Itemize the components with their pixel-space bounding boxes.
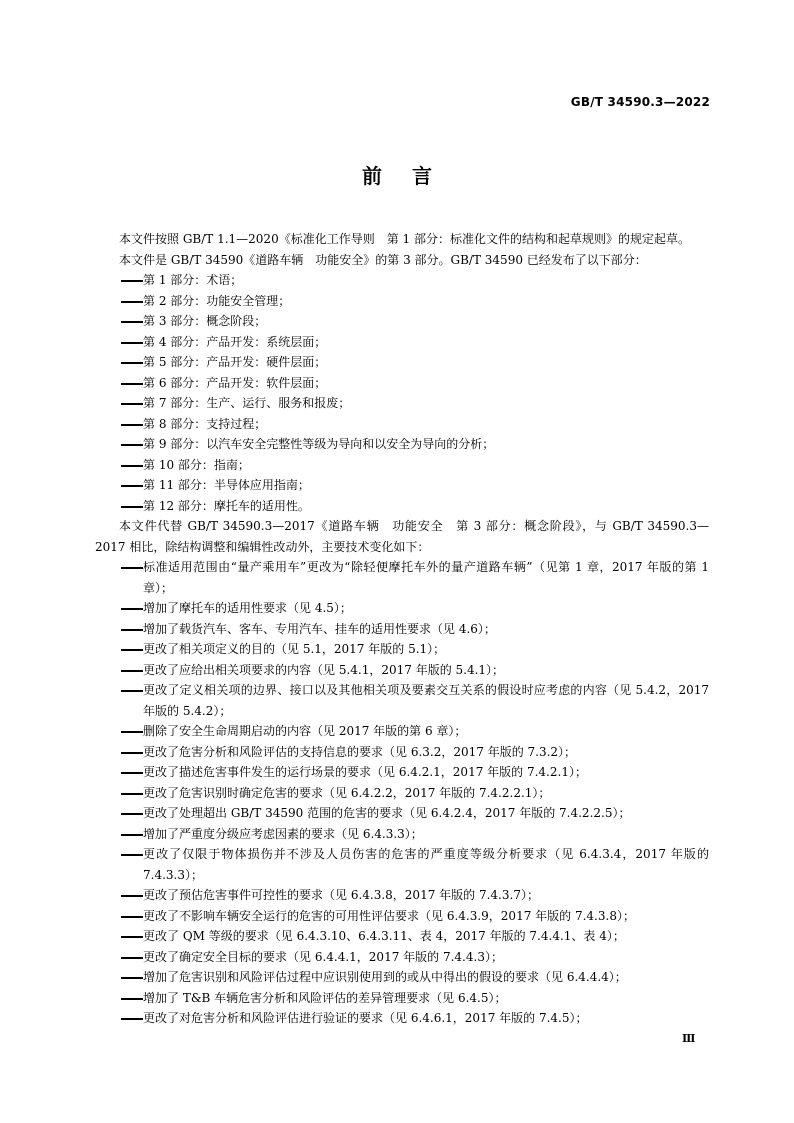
- list-item: 更改了仅限于物体损伤并不涉及人员伤害的危害的严重度等级分析要求（见 6.4.3.4，2017 年版的 7.4.3.3）；: [95, 844, 709, 885]
- dash-bullet: [121, 649, 143, 651]
- dash-bullet: [121, 834, 143, 836]
- list-item: 更改了确定安全目标的要求（见 6.4.4.1，2017 年版的 7.4.4.3）；: [95, 947, 709, 968]
- list-item: 第 8 部分：支持过程；: [95, 414, 709, 435]
- dash-bullet: [121, 690, 143, 692]
- dash-bullet: [121, 424, 143, 426]
- paragraph-series-intro: 本文件是 GB/T 34590《道路车辆 功能安全》的第 3 部分。GB/T 34590 已经发布了以下部分：: [119, 252, 647, 267]
- list-item: 更改了相关项定义的目的（见 5.1，2017 年版的 5.1）；: [95, 639, 709, 660]
- list-item: 第 1 部分：术语；: [95, 270, 709, 291]
- list-item: 增加了危害识别和风险评估过程中应识别使用到的或从中得出的假设的要求（见 6.4.4.4）；: [95, 967, 709, 988]
- dash-bullet: [121, 321, 143, 323]
- dash-bullet: [121, 998, 143, 1000]
- dash-bullet: [121, 444, 143, 446]
- dash-bullet: [121, 793, 143, 795]
- list-item: 增加了摩托车的适用性要求（见 4.5）；: [95, 598, 709, 619]
- dash-bullet: [121, 772, 143, 774]
- paragraph-replacement: 本文件代替 GB/T 34590.3—2017《道路车辆 功能安全 第 3 部分：概念阶段》，与 GB/T 34590.3—2017 相比，除结构调整和编辑性改动外，主要技术变化如下：: [95, 519, 709, 554]
- dash-bullet: [121, 916, 143, 918]
- list-item: 第 9 部分：以汽车安全完整性等级为导向和以安全为导向的分析；: [95, 434, 709, 455]
- list-item: 第 4 部分：产品开发：系统层面；: [95, 332, 709, 353]
- list-item: 更改了危害识别时确定危害的要求（见 6.4.2.2，2017 年版的 7.4.2.2.1）；: [95, 783, 709, 804]
- list-item: 更改了定义相关项的边界、接口以及其他相关项及要素交互关系的假设时应考虑的内容（见 5.4.2，2017 年版的 5.4.2）；: [95, 680, 709, 721]
- list-item: 更改了 QM 等级的要求（见 6.4.3.10、6.4.3.11、表 4，2017 年版的 7.4.4.1、表 4）；: [95, 926, 709, 947]
- dash-bullet: [121, 506, 143, 508]
- dash-bullet: [121, 403, 143, 405]
- list-item: 第 10 部分：指南；: [95, 455, 709, 476]
- list-item: 第 3 部分：概念阶段；: [95, 311, 709, 332]
- dash-bullet: [121, 936, 143, 938]
- list-item: 更改了应给出相关项要求的内容（见 5.4.1，2017 年版的 5.4.1）；: [95, 660, 709, 681]
- list-item: 第 7 部分：生产、运行、服务和报废；: [95, 393, 709, 414]
- dash-bullet: [121, 977, 143, 979]
- dash-bullet: [121, 731, 143, 733]
- paragraph-drafting-rules: 本文件按照 GB/T 1.1—2020《标准化工作导则 第 1 部分：标准化文件的结构和起草规则》的规定起草。: [119, 232, 690, 246]
- foreword-body: [95, 229, 709, 1029]
- dash-bullet: [121, 342, 143, 344]
- dash-bullet: [121, 280, 143, 282]
- list-item: 更改了对危害分析和风险评估进行验证的要求（见 6.4.6.1，2017 年版的 7.4.5）；: [95, 1008, 709, 1029]
- list-item: 增加了载货汽车、客车、专用汽车、挂车的适用性要求（见 4.6）；: [95, 619, 709, 640]
- dash-bullet: [121, 465, 143, 467]
- dash-bullet: [121, 608, 143, 610]
- dash-bullet: [121, 1018, 143, 1020]
- dash-bullet: [121, 895, 143, 897]
- dash-bullet: [121, 485, 143, 487]
- list-item: 更改了不影响车辆安全运行的危害的可用性评估要求（见 6.4.3.9，2017 年版的 7.4.3.8）；: [95, 906, 709, 927]
- list-item: 第 5 部分：产品开发：硬件层面；: [95, 352, 709, 373]
- dash-bullet: [121, 301, 143, 303]
- dash-bullet: [121, 813, 143, 815]
- page-title: 前言: [362, 164, 462, 188]
- parts-list: [95, 270, 709, 516]
- dash-bullet: [121, 383, 143, 385]
- list-item: 更改了处理超出 GB/T 34590 范围的危害的要求（见 6.4.2.4，2017 年版的 7.4.2.2.5）；: [95, 803, 709, 824]
- dash-bullet: [121, 752, 143, 754]
- list-item: 增加了严重度分级应考虑因素的要求（见 6.4.3.3）；: [95, 824, 709, 845]
- changes-list: [95, 557, 709, 1029]
- list-item: 删除了安全生命周期启动的内容（见 2017 年版的第 6 章）；: [95, 721, 709, 742]
- list-item: 更改了描述危害事件发生的运行场景的要求（见 6.4.2.1，2017 年版的 7.4.2.1）；: [95, 762, 709, 783]
- list-item: 第 12 部分：摩托车的适用性。: [95, 496, 709, 517]
- dash-bullet: [121, 567, 143, 569]
- dash-bullet: [121, 670, 143, 672]
- dash-bullet: [121, 957, 143, 959]
- standard-number: GB/T 34590.3—2022: [570, 95, 710, 109]
- list-item: 标准适用范围由“量产乘用车”更改为“除轻便摩托车外的量产道路车辆”（见第 1 章，2017 年版的第 1 章）；: [95, 557, 709, 598]
- list-item: 第 6 部分：产品开发：软件层面；: [95, 373, 709, 394]
- page-number: Ⅲ: [682, 1032, 696, 1045]
- list-item: 第 11 部分：半导体应用指南；: [95, 475, 709, 496]
- dash-bullet: [121, 362, 143, 364]
- dash-bullet: [121, 629, 143, 631]
- list-item: 第 2 部分：功能安全管理；: [95, 291, 709, 312]
- dash-bullet: [121, 854, 143, 856]
- list-item: 更改了预估危害事件可控性的要求（见 6.4.3.8，2017 年版的 7.4.3.7）；: [95, 885, 709, 906]
- list-item: 增加了 T&B 车辆危害分析和风险评估的差异管理要求（见 6.4.5）；: [95, 988, 709, 1009]
- list-item: 更改了危害分析和风险评估的支持信息的要求（见 6.3.2，2017 年版的 7.3.2）；: [95, 742, 709, 763]
